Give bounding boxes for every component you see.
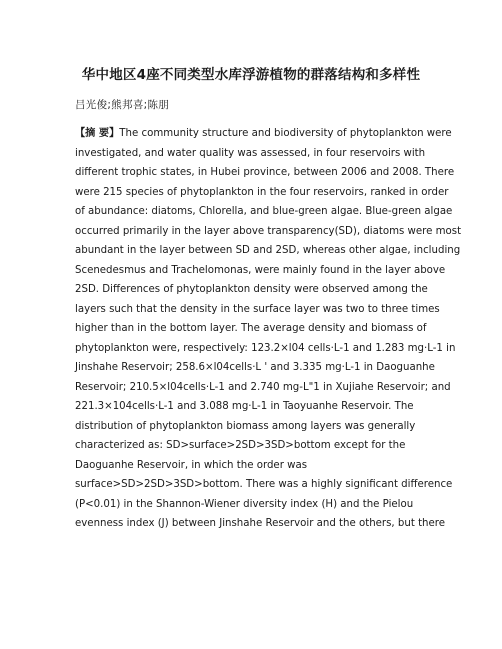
abstract-line: of abundance: diatoms, Chlorella, and blue-green algae. Blue-green algae [75, 206, 453, 217]
abstract-line: characterized as: SD>surface>2SD>3SD>bottom except for the [75, 440, 406, 451]
abstract-line: 221.3×104cells·L-1 and 3.088 mg·L-1 in Taoyuanhe Reservoir. The [75, 401, 414, 412]
abstract-line: higher than in the bottom layer. The average density and biomass of [75, 323, 427, 334]
abstract-block [75, 124, 462, 534]
abstract-line: phytoplankton were, respectively: 123.2×l04 cells·L-1 and 1.283 mg·L-1 in [75, 342, 456, 354]
abstract-line: evenness index (J) between Jinshahe Reservoir and the others, but there [75, 518, 446, 529]
abstract-line: occurred primarily in the layer above transparency(SD), diatoms were most [75, 225, 462, 237]
abstract-line: 2SD. Differences of phytoplankton density were observed among the [75, 284, 428, 295]
abstract-line: distribution of phytoplankton biomass among layers was generally [75, 420, 416, 432]
author-list: 吕光俊;熊邦喜;陈朋 [75, 99, 170, 111]
abstract-line: different trophic states, in Hubei province, between 2006 and 2008. There [75, 167, 455, 178]
abstract-label: 【摘 要】 [75, 128, 120, 139]
abstract-line: investigated, and water quality was assessed, in four reservoirs with [75, 147, 426, 159]
abstract-line: Reservoir; 210.5×l04cells·L-1 and 2.740 mg-L"1 in Xujiahe Reservoir; and [75, 381, 451, 393]
abstract-line: Scenedesmus and Trachelomonas, were mainly found in the layer above [75, 264, 446, 276]
abstract-line: Jinshahe Reservoir; 258.6×l04cells·L ' and 3.335 mg·L-1 in Daoguanhe [75, 362, 435, 373]
abstract-line: surface>SD>2SD>3SD>bottom. There was a highly significant difference [75, 479, 453, 490]
abstract-line: were 215 species of phytoplankton in the four reservoirs, ranked in order [75, 186, 449, 198]
abstract-line [75, 124, 455, 144]
abstract-line: abundant in the layer between SD and 2SD, whereas other algae, including [75, 245, 461, 256]
abstract-line: (P<0.01) in the Shannon-Wiener diversity index (H) and the Pielou [75, 498, 414, 510]
abstract-line: Daoguanhe Reservoir, in which the order was [75, 459, 307, 471]
abstract-line: layers such that the density in the surface layer was two to three times [75, 303, 440, 315]
page-title: 华中地区4座不同类型水库浮游植物的群落结构和多样性 [81, 67, 421, 83]
abstract-text: The community structure and biodiversity of phytoplankton were [119, 128, 452, 139]
